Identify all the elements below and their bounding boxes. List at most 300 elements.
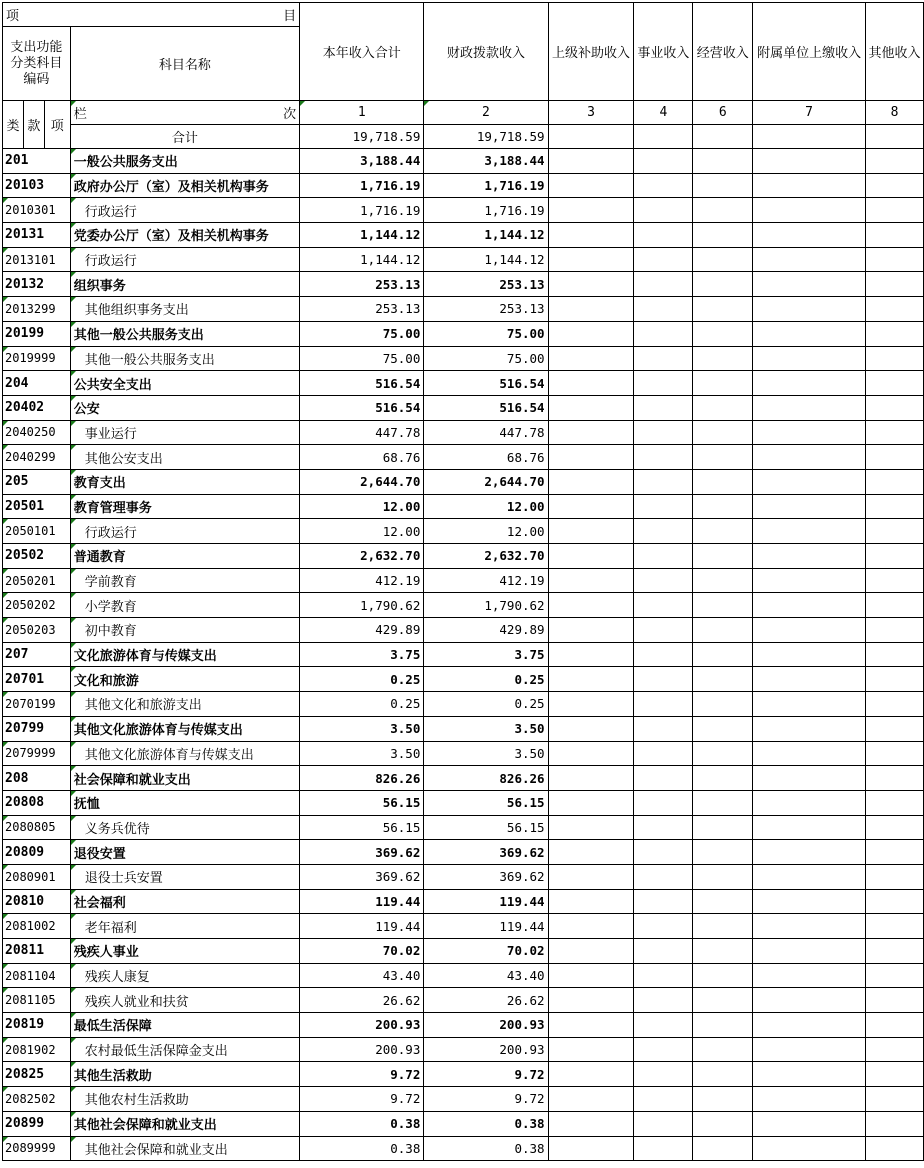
- row-empty-cell: [634, 716, 693, 741]
- table-row: [3, 889, 924, 914]
- row-code: 20501: [3, 494, 71, 519]
- row-empty-cell: [548, 247, 634, 272]
- row-name: 公安: [70, 395, 299, 420]
- row-v1: 1,716.19: [300, 198, 424, 223]
- row-empty-cell: [693, 272, 753, 297]
- row-v2: 826.26: [424, 766, 548, 791]
- row-empty-cell: [865, 544, 923, 569]
- row-code: 20131: [3, 223, 71, 248]
- row-empty-cell: [548, 149, 634, 174]
- row-empty-cell: [693, 593, 753, 618]
- row-empty-cell: [634, 173, 693, 198]
- row-empty-cell: [634, 1062, 693, 1087]
- row-code: 201: [3, 149, 71, 174]
- row-empty-cell: [548, 223, 634, 248]
- row-v2: 0.38: [424, 1111, 548, 1136]
- row-empty-cell: [634, 395, 693, 420]
- row-empty-cell: [693, 494, 753, 519]
- row-empty-cell: [865, 1037, 923, 1062]
- row-name: 事业运行: [70, 420, 299, 445]
- header-num-3: 3: [548, 101, 634, 125]
- table-row: [3, 346, 924, 371]
- table-row: [3, 395, 924, 420]
- row-empty-cell: [548, 618, 634, 643]
- row-empty-cell: [693, 939, 753, 964]
- row-empty-cell: [634, 198, 693, 223]
- row-empty-cell: [865, 568, 923, 593]
- row-empty-cell: [548, 1037, 634, 1062]
- row-v2: 70.02: [424, 939, 548, 964]
- row-v1: 200.93: [300, 1013, 424, 1038]
- row-name: 残疾人康复: [70, 963, 299, 988]
- row-empty-cell: [634, 790, 693, 815]
- row-empty-cell: [634, 889, 693, 914]
- row-empty-cell: [548, 716, 634, 741]
- row-name: 其他文化旅游体育与传媒支出: [70, 716, 299, 741]
- row-v2: 1,790.62: [424, 593, 548, 618]
- row-empty-cell: [865, 1013, 923, 1038]
- row-name: 初中教育: [70, 618, 299, 643]
- row-empty-cell: [693, 790, 753, 815]
- table-row: [3, 149, 924, 174]
- header-col-1: 本年收入合计: [300, 3, 424, 101]
- row-empty-cell: [693, 420, 753, 445]
- table-row: [3, 568, 924, 593]
- row-empty-cell: [548, 494, 634, 519]
- header-xiang: 项: [44, 101, 70, 149]
- row-empty-cell: [634, 815, 693, 840]
- row-empty-cell: [693, 988, 753, 1013]
- row-code: 2081902: [3, 1037, 71, 1062]
- row-v2: 1,716.19: [424, 173, 548, 198]
- row-code: 2050202: [3, 593, 71, 618]
- row-empty-cell: [634, 642, 693, 667]
- row-empty-cell: [634, 371, 693, 396]
- table-row: [3, 741, 924, 766]
- row-code: 20199: [3, 321, 71, 346]
- row-empty-cell: [865, 173, 923, 198]
- row-empty-cell: [693, 1062, 753, 1087]
- row-empty-cell: [865, 939, 923, 964]
- row-empty-cell: [634, 864, 693, 889]
- row-code: 2089999: [3, 1136, 71, 1161]
- row-empty-cell: [634, 914, 693, 939]
- row-code: 2080805: [3, 815, 71, 840]
- table-row: [3, 1013, 924, 1038]
- row-empty-cell: [753, 642, 866, 667]
- row-v2: 429.89: [424, 618, 548, 643]
- row-empty-cell: [753, 445, 866, 470]
- row-v1: 2,632.70: [300, 544, 424, 569]
- row-v1: 412.19: [300, 568, 424, 593]
- table-row: [3, 766, 924, 791]
- row-empty-cell: [865, 223, 923, 248]
- row-empty-cell: [634, 1013, 693, 1038]
- row-empty-cell: [865, 247, 923, 272]
- row-v2: 253.13: [424, 297, 548, 322]
- row-empty-cell: [693, 321, 753, 346]
- row-empty-cell: [634, 593, 693, 618]
- row-name: 教育支出: [70, 469, 299, 494]
- row-empty-cell: [693, 1037, 753, 1062]
- row-v2: 1,144.12: [424, 247, 548, 272]
- row-v2: 119.44: [424, 914, 548, 939]
- header-name-label: 科目名称: [70, 27, 299, 101]
- row-v2: 26.62: [424, 988, 548, 1013]
- header-kuan: 款: [23, 101, 44, 149]
- row-empty-cell: [693, 223, 753, 248]
- row-empty-cell: [693, 667, 753, 692]
- row-empty-cell: [753, 223, 866, 248]
- header-code-label: 支出功能分类科目编码: [3, 27, 71, 101]
- row-v1: 3.75: [300, 642, 424, 667]
- row-empty-cell: [548, 346, 634, 371]
- row-v2: 56.15: [424, 815, 548, 840]
- row-empty-cell: [548, 469, 634, 494]
- row-v1: 119.44: [300, 914, 424, 939]
- row-v2: 0.38: [424, 1136, 548, 1161]
- header-num-6: 7: [753, 101, 866, 125]
- row-empty-cell: [548, 840, 634, 865]
- row-name: 普通教育: [70, 544, 299, 569]
- row-v1: 0.38: [300, 1111, 424, 1136]
- row-empty-cell: [548, 173, 634, 198]
- row-v1: 68.76: [300, 445, 424, 470]
- row-empty-cell: [634, 247, 693, 272]
- row-name: 其他社会保障和就业支出: [70, 1111, 299, 1136]
- row-v2: 1,716.19: [424, 198, 548, 223]
- header-lan-label: 栏: [73, 107, 87, 122]
- row-empty-cell: [548, 297, 634, 322]
- table-row: [3, 988, 924, 1013]
- row-v1: 70.02: [300, 939, 424, 964]
- row-empty-cell: [865, 469, 923, 494]
- table-row: [3, 1062, 924, 1087]
- header-ci-label: 次: [283, 107, 297, 122]
- row-empty-cell: [548, 963, 634, 988]
- total-empty-7: [865, 125, 923, 149]
- row-v1: 1,716.19: [300, 173, 424, 198]
- total-v1: 19,718.59: [300, 125, 424, 149]
- total-empty-3: [548, 125, 634, 149]
- row-empty-cell: [548, 1087, 634, 1112]
- row-name: 其他生活救助: [70, 1062, 299, 1087]
- row-empty-cell: [634, 1037, 693, 1062]
- row-name: 其他一般公共服务支出: [70, 346, 299, 371]
- table-row: [3, 914, 924, 939]
- row-empty-cell: [753, 790, 866, 815]
- row-empty-cell: [865, 198, 923, 223]
- row-empty-cell: [753, 346, 866, 371]
- row-code: 2070199: [3, 692, 71, 717]
- row-empty-cell: [865, 494, 923, 519]
- row-empty-cell: [865, 642, 923, 667]
- row-empty-cell: [634, 519, 693, 544]
- row-code: 20899: [3, 1111, 71, 1136]
- row-empty-cell: [634, 469, 693, 494]
- row-name: 文化和旅游: [70, 667, 299, 692]
- row-empty-cell: [693, 544, 753, 569]
- header-col-5: 经营收入: [693, 3, 753, 101]
- header-xiang-label: 项: [6, 9, 20, 24]
- row-empty-cell: [693, 247, 753, 272]
- row-empty-cell: [693, 642, 753, 667]
- row-empty-cell: [753, 716, 866, 741]
- row-empty-cell: [548, 766, 634, 791]
- row-empty-cell: [693, 692, 753, 717]
- row-code: 2013101: [3, 247, 71, 272]
- row-empty-cell: [753, 815, 866, 840]
- row-v1: 75.00: [300, 346, 424, 371]
- row-empty-cell: [634, 223, 693, 248]
- row-empty-cell: [865, 790, 923, 815]
- row-empty-cell: [693, 198, 753, 223]
- row-v1: 1,790.62: [300, 593, 424, 618]
- row-empty-cell: [865, 741, 923, 766]
- row-empty-cell: [634, 692, 693, 717]
- row-empty-cell: [693, 568, 753, 593]
- row-v1: 369.62: [300, 840, 424, 865]
- row-empty-cell: [548, 272, 634, 297]
- total-label: 合计: [70, 125, 299, 149]
- row-v1: 0.25: [300, 692, 424, 717]
- row-code: 20811: [3, 939, 71, 964]
- table-row: [3, 469, 924, 494]
- row-name: 退役士兵安置: [70, 864, 299, 889]
- row-name: 其他文化和旅游支出: [70, 692, 299, 717]
- row-v1: 119.44: [300, 889, 424, 914]
- table-row: [3, 223, 924, 248]
- row-empty-cell: [693, 914, 753, 939]
- table-row: [3, 173, 924, 198]
- row-code: 20809: [3, 840, 71, 865]
- row-v2: 9.72: [424, 1062, 548, 1087]
- row-empty-cell: [634, 321, 693, 346]
- row-code: 20402: [3, 395, 71, 420]
- row-name: 党委办公厅（室）及相关机构事务: [70, 223, 299, 248]
- row-empty-cell: [865, 766, 923, 791]
- table-row: [3, 939, 924, 964]
- total-empty-6: [753, 125, 866, 149]
- row-code: 2079999: [3, 741, 71, 766]
- row-empty-cell: [753, 198, 866, 223]
- row-empty-cell: [753, 914, 866, 939]
- row-code: 2080901: [3, 864, 71, 889]
- row-empty-cell: [693, 889, 753, 914]
- row-code: 205: [3, 469, 71, 494]
- row-empty-cell: [634, 840, 693, 865]
- row-empty-cell: [548, 741, 634, 766]
- row-empty-cell: [693, 346, 753, 371]
- row-empty-cell: [548, 321, 634, 346]
- row-name: 最低生活保障: [70, 1013, 299, 1038]
- header-lei: 类: [3, 101, 24, 149]
- row-empty-cell: [753, 1062, 866, 1087]
- row-empty-cell: [693, 297, 753, 322]
- row-name: 学前教育: [70, 568, 299, 593]
- row-v2: 3.75: [424, 642, 548, 667]
- row-empty-cell: [693, 445, 753, 470]
- row-v1: 9.72: [300, 1062, 424, 1087]
- row-empty-cell: [753, 1087, 866, 1112]
- table-row: [3, 272, 924, 297]
- table-row: [3, 815, 924, 840]
- row-code: 2050101: [3, 519, 71, 544]
- row-empty-cell: [634, 1111, 693, 1136]
- table-row: [3, 667, 924, 692]
- row-name: 老年福利: [70, 914, 299, 939]
- row-code: 20808: [3, 790, 71, 815]
- row-empty-cell: [634, 766, 693, 791]
- row-empty-cell: [753, 420, 866, 445]
- table-row: [3, 692, 924, 717]
- row-empty-cell: [753, 864, 866, 889]
- row-empty-cell: [865, 1062, 923, 1087]
- header-num-5: 6: [693, 101, 753, 125]
- row-empty-cell: [634, 667, 693, 692]
- table-row: [3, 1037, 924, 1062]
- row-empty-cell: [634, 988, 693, 1013]
- row-name: 其他文化旅游体育与传媒支出: [70, 741, 299, 766]
- row-v2: 0.25: [424, 667, 548, 692]
- row-empty-cell: [753, 247, 866, 272]
- row-empty-cell: [753, 544, 866, 569]
- row-empty-cell: [634, 297, 693, 322]
- header-num-2: 2: [424, 101, 548, 125]
- row-empty-cell: [865, 1087, 923, 1112]
- row-name: 其他社会保障和就业支出: [70, 1136, 299, 1161]
- row-empty-cell: [693, 716, 753, 741]
- row-v2: 516.54: [424, 371, 548, 396]
- table-row: [3, 198, 924, 223]
- row-v2: 369.62: [424, 864, 548, 889]
- row-empty-cell: [548, 864, 634, 889]
- row-v1: 2,644.70: [300, 469, 424, 494]
- row-v2: 0.25: [424, 692, 548, 717]
- row-empty-cell: [548, 395, 634, 420]
- row-v1: 253.13: [300, 297, 424, 322]
- row-empty-cell: [634, 272, 693, 297]
- row-name: 社会保障和就业支出: [70, 766, 299, 791]
- row-empty-cell: [865, 371, 923, 396]
- row-code: 20701: [3, 667, 71, 692]
- row-empty-cell: [548, 790, 634, 815]
- row-empty-cell: [865, 889, 923, 914]
- row-empty-cell: [865, 420, 923, 445]
- row-empty-cell: [693, 840, 753, 865]
- row-empty-cell: [548, 1111, 634, 1136]
- header-num-1: 1: [300, 101, 424, 125]
- row-empty-cell: [693, 1013, 753, 1038]
- row-v1: 1,144.12: [300, 247, 424, 272]
- row-v2: 56.15: [424, 790, 548, 815]
- table-row: [3, 716, 924, 741]
- row-v2: 119.44: [424, 889, 548, 914]
- row-empty-cell: [693, 766, 753, 791]
- row-v1: 429.89: [300, 618, 424, 643]
- row-empty-cell: [548, 1013, 634, 1038]
- row-empty-cell: [634, 568, 693, 593]
- row-code: 2050203: [3, 618, 71, 643]
- row-empty-cell: [753, 395, 866, 420]
- row-empty-cell: [693, 173, 753, 198]
- row-empty-cell: [865, 988, 923, 1013]
- row-empty-cell: [865, 519, 923, 544]
- row-empty-cell: [865, 667, 923, 692]
- row-code: 20799: [3, 716, 71, 741]
- table-row: [3, 593, 924, 618]
- table-row: [3, 1087, 924, 1112]
- row-name: 退役安置: [70, 840, 299, 865]
- row-name: 公共安全支出: [70, 371, 299, 396]
- row-empty-cell: [693, 1111, 753, 1136]
- row-v2: 68.76: [424, 445, 548, 470]
- row-empty-cell: [753, 939, 866, 964]
- table-row: [3, 864, 924, 889]
- table-row: [3, 297, 924, 322]
- row-name: 义务兵优待: [70, 815, 299, 840]
- row-name: 行政运行: [70, 519, 299, 544]
- row-empty-cell: [548, 420, 634, 445]
- header-lan-ci: [70, 101, 299, 125]
- row-empty-cell: [693, 149, 753, 174]
- row-empty-cell: [753, 766, 866, 791]
- row-empty-cell: [548, 445, 634, 470]
- row-v1: 56.15: [300, 815, 424, 840]
- row-v1: 516.54: [300, 371, 424, 396]
- row-empty-cell: [693, 963, 753, 988]
- header-num-4: 4: [634, 101, 693, 125]
- row-empty-cell: [753, 321, 866, 346]
- row-v2: 1,144.12: [424, 223, 548, 248]
- row-name: 残疾人就业和扶贫: [70, 988, 299, 1013]
- table-row: [3, 1136, 924, 1161]
- row-empty-cell: [693, 864, 753, 889]
- row-empty-cell: [753, 840, 866, 865]
- row-name: 农村最低生活保障金支出: [70, 1037, 299, 1062]
- row-empty-cell: [753, 1136, 866, 1161]
- total-empty-4: [634, 125, 693, 149]
- row-empty-cell: [548, 692, 634, 717]
- row-v2: 12.00: [424, 494, 548, 519]
- row-empty-cell: [548, 642, 634, 667]
- table-row: [3, 321, 924, 346]
- table-row: [3, 247, 924, 272]
- row-code: 2082502: [3, 1087, 71, 1112]
- row-v2: 447.78: [424, 420, 548, 445]
- row-code: 204: [3, 371, 71, 396]
- row-empty-cell: [753, 741, 866, 766]
- row-empty-cell: [634, 346, 693, 371]
- row-empty-cell: [548, 815, 634, 840]
- row-empty-cell: [548, 519, 634, 544]
- row-empty-cell: [753, 149, 866, 174]
- row-empty-cell: [753, 173, 866, 198]
- row-empty-cell: [865, 445, 923, 470]
- row-empty-cell: [865, 963, 923, 988]
- row-name: 其他公安支出: [70, 445, 299, 470]
- total-v2: 19,718.59: [424, 125, 548, 149]
- row-empty-cell: [865, 618, 923, 643]
- row-name: 教育管理事务: [70, 494, 299, 519]
- row-empty-cell: [753, 371, 866, 396]
- row-v2: 3.50: [424, 716, 548, 741]
- row-empty-cell: [634, 149, 693, 174]
- table-row: [3, 963, 924, 988]
- row-empty-cell: [634, 963, 693, 988]
- row-v2: 9.72: [424, 1087, 548, 1112]
- row-empty-cell: [693, 815, 753, 840]
